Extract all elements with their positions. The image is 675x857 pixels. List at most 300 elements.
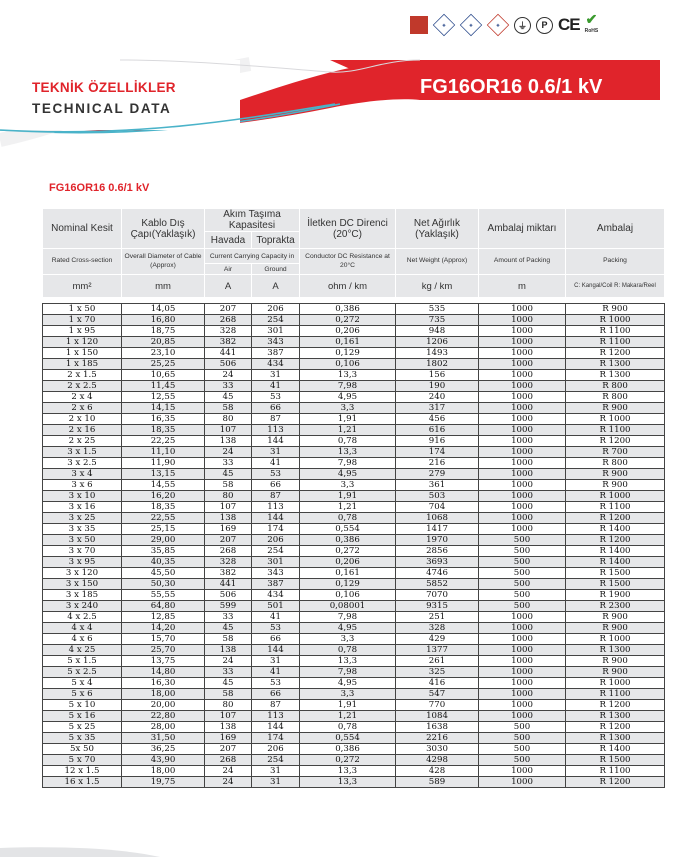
cell-diameter: 14,05 — [122, 304, 205, 315]
table-row — [43, 722, 665, 733]
col-subheader-air: Air — [205, 264, 252, 275]
cell-current-air: 382 — [205, 568, 252, 579]
cell-packing: R 1100 — [566, 337, 665, 348]
cell-packing: R 1500 — [566, 579, 665, 590]
cell-packing: R 1300 — [566, 711, 665, 722]
cell-weight: 547 — [396, 689, 479, 700]
table-row — [43, 436, 665, 447]
cell-diameter: 11,90 — [122, 458, 205, 469]
cell-amount: 1000 — [479, 634, 566, 645]
unit-nominal: mm² — [43, 275, 122, 298]
cell-nominal: 4 x 25 — [43, 645, 122, 656]
cell-current-ground: 174 — [252, 524, 300, 535]
col-header-diameter: Kablo Dış Çapı(Yaklaşık) — [122, 209, 205, 249]
col-header-amount: Ambalaj miktarı — [479, 209, 566, 249]
cell-nominal: 3 x 35 — [43, 524, 122, 535]
cell-weight: 156 — [396, 370, 479, 381]
cell-nominal: 4 x 4 — [43, 623, 122, 634]
col-subheader-current: Current Carrying Capacity in — [205, 249, 300, 264]
certification-diamond-icon: ◈ — [460, 14, 482, 36]
cell-amount: 1000 — [479, 678, 566, 689]
cell-current-air: 58 — [205, 480, 252, 491]
cell-current-air: 207 — [205, 304, 252, 315]
cell-current-air: 80 — [205, 700, 252, 711]
cell-resistance: 0,129 — [300, 348, 396, 359]
cell-amount: 1000 — [479, 348, 566, 359]
table-row — [43, 513, 665, 524]
col-header-resistance: İletken DC Direnci (20°C) — [300, 209, 396, 249]
cell-current-ground: 87 — [252, 491, 300, 502]
cell-resistance: 0,554 — [300, 733, 396, 744]
cell-nominal: 3 x 95 — [43, 557, 122, 568]
cell-current-ground: 41 — [252, 667, 300, 678]
cell-amount: 1000 — [479, 447, 566, 458]
section-title: FG16OR16 0.6/1 kV — [49, 182, 150, 194]
cell-resistance: 13,3 — [300, 656, 396, 667]
cell-current-ground: 31 — [252, 777, 300, 788]
cell-packing: R 1200 — [566, 436, 665, 447]
cell-amount: 500 — [479, 557, 566, 568]
cell-amount: 1000 — [479, 656, 566, 667]
cell-weight: 1068 — [396, 513, 479, 524]
unit-ground: A — [252, 275, 300, 298]
table-row — [43, 447, 665, 458]
cell-weight: 1802 — [396, 359, 479, 370]
cell-resistance: 0,106 — [300, 359, 396, 370]
cell-packing: R 1500 — [566, 755, 665, 766]
cell-packing: R 1000 — [566, 414, 665, 425]
col-header-nominal: Nominal Kesit — [43, 209, 122, 249]
cell-packing: R 900 — [566, 667, 665, 678]
cell-nominal: 1 x 150 — [43, 348, 122, 359]
cell-resistance: 7,98 — [300, 612, 396, 623]
cell-resistance: 1,21 — [300, 711, 396, 722]
cell-resistance: 0,161 — [300, 568, 396, 579]
cell-diameter: 31,50 — [122, 733, 205, 744]
cell-weight: 261 — [396, 656, 479, 667]
cell-diameter: 18,00 — [122, 766, 205, 777]
pct-mark-icon: P — [536, 17, 553, 34]
page-title-tr: TEKNİK ÖZELLİKLER — [32, 80, 176, 95]
cell-packing: R 1000 — [566, 634, 665, 645]
cell-amount: 1000 — [479, 425, 566, 436]
cell-diameter: 18,00 — [122, 689, 205, 700]
cell-packing: R 1100 — [566, 766, 665, 777]
cell-current-air: 268 — [205, 315, 252, 326]
unit-amount: m — [479, 275, 566, 298]
col-subheader-diameter: Overall Diameter of Cable (Approx) — [122, 249, 205, 275]
table-row — [43, 403, 665, 414]
cell-amount: 500 — [479, 535, 566, 546]
cell-weight: 1084 — [396, 711, 479, 722]
cell-packing: R 900 — [566, 304, 665, 315]
cell-diameter: 19,75 — [122, 777, 205, 788]
product-name: FG16OR16 0.6/1 kV — [420, 76, 603, 98]
cell-current-air: 80 — [205, 414, 252, 425]
cell-resistance: 0,386 — [300, 535, 396, 546]
cell-diameter: 45,50 — [122, 568, 205, 579]
cell-weight: 704 — [396, 502, 479, 513]
cell-nominal: 2 x 16 — [43, 425, 122, 436]
table-row — [43, 766, 665, 777]
cell-diameter: 25,25 — [122, 359, 205, 370]
cell-current-ground: 31 — [252, 447, 300, 458]
cell-diameter: 13,15 — [122, 469, 205, 480]
cell-weight: 2216 — [396, 733, 479, 744]
cell-resistance: 13,3 — [300, 370, 396, 381]
cell-current-air: 33 — [205, 667, 252, 678]
cell-weight: 216 — [396, 458, 479, 469]
cell-current-ground: 254 — [252, 755, 300, 766]
table-row — [43, 557, 665, 568]
cell-diameter: 22,55 — [122, 513, 205, 524]
col-subheader-amount: Amount of Packing — [479, 249, 566, 275]
cell-weight: 325 — [396, 667, 479, 678]
cell-diameter: 40,35 — [122, 557, 205, 568]
cell-weight: 5852 — [396, 579, 479, 590]
cell-packing: R 1200 — [566, 777, 665, 788]
cell-current-ground: 53 — [252, 392, 300, 403]
cell-weight: 1206 — [396, 337, 479, 348]
cell-current-air: 382 — [205, 337, 252, 348]
cell-resistance: 0,206 — [300, 326, 396, 337]
cell-nominal: 3 x 150 — [43, 579, 122, 590]
cell-diameter: 22,25 — [122, 436, 205, 447]
cell-current-ground: 301 — [252, 326, 300, 337]
cell-amount: 1000 — [479, 491, 566, 502]
cell-current-air: 24 — [205, 656, 252, 667]
cell-weight: 317 — [396, 403, 479, 414]
cell-nominal: 1 x 95 — [43, 326, 122, 337]
cell-nominal: 1 x 185 — [43, 359, 122, 370]
table-row — [43, 700, 665, 711]
cell-packing: R 1200 — [566, 535, 665, 546]
cell-packing: R 1400 — [566, 557, 665, 568]
cell-nominal: 3 x 2.5 — [43, 458, 122, 469]
cell-current-air: 33 — [205, 458, 252, 469]
table-row — [43, 524, 665, 535]
cell-weight: 428 — [396, 766, 479, 777]
cell-nominal: 2 x 25 — [43, 436, 122, 447]
cell-amount: 500 — [479, 744, 566, 755]
cell-current-air: 24 — [205, 777, 252, 788]
cell-diameter: 50,30 — [122, 579, 205, 590]
cell-resistance: 1,21 — [300, 425, 396, 436]
unit-packing: C: Kangal/Coil R: Makara/Reel — [566, 275, 665, 298]
cell-amount: 1000 — [479, 326, 566, 337]
cell-packing: R 1200 — [566, 722, 665, 733]
cell-nominal: 4 x 2.5 — [43, 612, 122, 623]
table-body — [43, 304, 665, 788]
cell-resistance: 0,161 — [300, 337, 396, 348]
cell-current-air: 138 — [205, 513, 252, 524]
cell-current-ground: 113 — [252, 502, 300, 513]
col-header-weight: Net Ağırlık (Yaklaşık) — [396, 209, 479, 249]
rohs-mark-icon: ✔ RoHS — [584, 11, 599, 34]
cell-diameter: 11,10 — [122, 447, 205, 458]
table-row — [43, 601, 665, 612]
cell-amount: 1000 — [479, 667, 566, 678]
cell-diameter: 11,45 — [122, 381, 205, 392]
cell-amount: 500 — [479, 755, 566, 766]
col-header-current: Akım Taşıma Kapasitesi — [205, 209, 300, 232]
cell-weight: 1377 — [396, 645, 479, 656]
cell-nominal: 3 x 50 — [43, 535, 122, 546]
cell-current-ground: 31 — [252, 656, 300, 667]
cell-nominal: 5 x 35 — [43, 733, 122, 744]
col-subheader-resistance: Conductor DC Resistance at 20°C — [300, 249, 396, 275]
cell-weight: 279 — [396, 469, 479, 480]
cell-nominal: 3 x 4 — [43, 469, 122, 480]
unit-weight: kg / km — [396, 275, 479, 298]
cell-diameter: 14,20 — [122, 623, 205, 634]
cell-weight: 1638 — [396, 722, 479, 733]
cell-diameter: 16,80 — [122, 315, 205, 326]
cell-amount: 1000 — [479, 381, 566, 392]
table-row — [43, 777, 665, 788]
cell-weight: 535 — [396, 304, 479, 315]
cell-current-air: 268 — [205, 546, 252, 557]
certification-diamond-icon: ◈ — [487, 14, 509, 36]
cell-current-air: 45 — [205, 678, 252, 689]
cell-nominal: 2 x 10 — [43, 414, 122, 425]
table-row — [43, 678, 665, 689]
approval-circle-icon: ⏚ — [514, 17, 531, 34]
cell-resistance: 3,3 — [300, 403, 396, 414]
table-row — [43, 634, 665, 645]
cell-amount: 1000 — [479, 304, 566, 315]
cell-current-ground: 87 — [252, 700, 300, 711]
cell-amount: 1000 — [479, 623, 566, 634]
cell-diameter: 16,35 — [122, 414, 205, 425]
cell-diameter: 12,55 — [122, 392, 205, 403]
table-row — [43, 458, 665, 469]
cell-current-ground: 31 — [252, 370, 300, 381]
cell-current-air: 441 — [205, 579, 252, 590]
cell-weight: 503 — [396, 491, 479, 502]
cell-current-ground: 66 — [252, 689, 300, 700]
cell-amount: 1000 — [479, 458, 566, 469]
cell-current-air: 138 — [205, 722, 252, 733]
cell-packing: R 1100 — [566, 689, 665, 700]
cell-nominal: 3 x 1.5 — [43, 447, 122, 458]
table-row — [43, 425, 665, 436]
cell-resistance: 0,78 — [300, 513, 396, 524]
cell-packing: R 1200 — [566, 513, 665, 524]
cell-diameter: 23,10 — [122, 348, 205, 359]
cell-current-ground: 66 — [252, 634, 300, 645]
table-row — [43, 711, 665, 722]
cell-diameter: 14,80 — [122, 667, 205, 678]
cell-amount: 1000 — [479, 612, 566, 623]
cell-packing: R 1200 — [566, 348, 665, 359]
cell-current-air: 58 — [205, 634, 252, 645]
cell-amount: 1000 — [479, 370, 566, 381]
cell-resistance: 0,386 — [300, 744, 396, 755]
cell-amount: 1000 — [479, 359, 566, 370]
cell-nominal: 2 x 6 — [43, 403, 122, 414]
cell-current-ground: 41 — [252, 381, 300, 392]
cell-diameter: 13,75 — [122, 656, 205, 667]
page-title-en: TECHNICAL DATA — [32, 101, 172, 116]
certification-logos — [410, 13, 598, 37]
cell-current-ground: 387 — [252, 579, 300, 590]
cell-amount: 1000 — [479, 337, 566, 348]
cell-resistance: 0,08001 — [300, 601, 396, 612]
cell-weight: 174 — [396, 447, 479, 458]
cell-current-ground: 501 — [252, 601, 300, 612]
cell-nominal: 5 x 1.5 — [43, 656, 122, 667]
cell-packing: R 900 — [566, 612, 665, 623]
cell-current-air: 107 — [205, 425, 252, 436]
cell-diameter: 18,35 — [122, 425, 205, 436]
cell-current-ground: 254 — [252, 315, 300, 326]
cell-packing: R 900 — [566, 480, 665, 491]
table-row — [43, 348, 665, 359]
cell-packing: R 800 — [566, 392, 665, 403]
cell-packing: R 1200 — [566, 700, 665, 711]
cell-current-ground: 206 — [252, 744, 300, 755]
cell-diameter: 18,35 — [122, 502, 205, 513]
cell-current-air: 33 — [205, 381, 252, 392]
cell-diameter: 22,80 — [122, 711, 205, 722]
cell-weight: 589 — [396, 777, 479, 788]
cell-nominal: 5 x 10 — [43, 700, 122, 711]
cell-packing: R 1400 — [566, 744, 665, 755]
table-row — [43, 733, 665, 744]
cell-packing: R 900 — [566, 656, 665, 667]
cell-current-ground: 206 — [252, 304, 300, 315]
cell-amount: 500 — [479, 722, 566, 733]
cell-resistance: 0,78 — [300, 436, 396, 447]
cell-packing: R 1100 — [566, 326, 665, 337]
table-row — [43, 326, 665, 337]
cell-diameter: 14,15 — [122, 403, 205, 414]
unit-diameter: mm — [122, 275, 205, 298]
cell-current-ground: 41 — [252, 458, 300, 469]
cell-current-air: 207 — [205, 744, 252, 755]
cell-current-ground: 343 — [252, 337, 300, 348]
cell-resistance: 4,95 — [300, 469, 396, 480]
col-subheader-ground: Ground — [252, 264, 300, 275]
cell-packing: R 1300 — [566, 733, 665, 744]
cell-weight: 416 — [396, 678, 479, 689]
cell-current-ground: 174 — [252, 733, 300, 744]
table-row — [43, 491, 665, 502]
cell-diameter: 25,70 — [122, 645, 205, 656]
cell-nominal: 3 x 240 — [43, 601, 122, 612]
table-row — [43, 546, 665, 557]
cell-nominal: 3 x 10 — [43, 491, 122, 502]
table-row — [43, 304, 665, 315]
cell-packing: R 1300 — [566, 359, 665, 370]
cell-current-ground: 434 — [252, 359, 300, 370]
cell-current-air: 506 — [205, 590, 252, 601]
cell-weight: 1417 — [396, 524, 479, 535]
cell-amount: 1000 — [479, 480, 566, 491]
table-row — [43, 590, 665, 601]
cell-diameter: 64,80 — [122, 601, 205, 612]
table-row — [43, 645, 665, 656]
cell-packing: R 700 — [566, 447, 665, 458]
cell-current-ground: 66 — [252, 480, 300, 491]
cell-nominal: 2 x 4 — [43, 392, 122, 403]
cell-diameter: 28,00 — [122, 722, 205, 733]
cell-current-ground: 144 — [252, 722, 300, 733]
cell-diameter: 16,20 — [122, 491, 205, 502]
col-header-packing: Ambalaj — [566, 209, 665, 249]
table-row — [43, 689, 665, 700]
table-row — [43, 623, 665, 634]
cell-diameter: 20,85 — [122, 337, 205, 348]
cell-nominal: 4 x 6 — [43, 634, 122, 645]
cell-nominal: 3 x 6 — [43, 480, 122, 491]
cell-nominal: 3 x 70 — [43, 546, 122, 557]
cell-weight: 251 — [396, 612, 479, 623]
cell-current-air: 441 — [205, 348, 252, 359]
cell-amount: 1000 — [479, 315, 566, 326]
cell-packing: R 1400 — [566, 524, 665, 535]
table-row — [43, 359, 665, 370]
cell-current-air: 506 — [205, 359, 252, 370]
table-row — [43, 480, 665, 491]
cell-diameter: 12,85 — [122, 612, 205, 623]
cell-resistance: 4,95 — [300, 623, 396, 634]
cell-nominal: 5 x 16 — [43, 711, 122, 722]
cell-current-ground: 387 — [252, 348, 300, 359]
cell-nominal: 12 x 1.5 — [43, 766, 122, 777]
cell-current-air: 107 — [205, 502, 252, 513]
cell-resistance: 7,98 — [300, 381, 396, 392]
cell-resistance: 1,91 — [300, 491, 396, 502]
table-row — [43, 502, 665, 513]
cell-current-air: 268 — [205, 755, 252, 766]
cell-resistance: 4,95 — [300, 678, 396, 689]
cell-amount: 1000 — [479, 414, 566, 425]
cell-resistance: 1,21 — [300, 502, 396, 513]
cell-weight: 2856 — [396, 546, 479, 557]
manufacturer-logo-icon — [410, 16, 428, 34]
cell-packing: R 1100 — [566, 502, 665, 513]
cell-current-air: 45 — [205, 469, 252, 480]
cell-current-ground: 113 — [252, 425, 300, 436]
cell-resistance: 3,3 — [300, 634, 396, 645]
cell-resistance: 0,129 — [300, 579, 396, 590]
col-header-ground-tr: Toprakta — [252, 232, 300, 249]
cell-nominal: 5x 50 — [43, 744, 122, 755]
cell-weight: 240 — [396, 392, 479, 403]
cell-nominal: 5 x 2.5 — [43, 667, 122, 678]
cell-diameter: 18,75 — [122, 326, 205, 337]
cell-amount: 1000 — [479, 513, 566, 524]
cell-packing: R 1100 — [566, 425, 665, 436]
table-row — [43, 667, 665, 678]
cell-current-ground: 41 — [252, 612, 300, 623]
cell-diameter: 35,85 — [122, 546, 205, 557]
col-subheader-weight: Net Weight (Approx) — [396, 249, 479, 275]
cell-resistance: 13,3 — [300, 766, 396, 777]
cell-packing: R 900 — [566, 469, 665, 480]
cell-amount: 1000 — [479, 392, 566, 403]
ce-mark-icon: CE — [558, 15, 580, 34]
cell-resistance: 1,91 — [300, 700, 396, 711]
cell-current-ground: 301 — [252, 557, 300, 568]
cell-nominal: 5 x 25 — [43, 722, 122, 733]
cell-nominal: 5 x 6 — [43, 689, 122, 700]
table-row — [43, 337, 665, 348]
cell-resistance: 0,554 — [300, 524, 396, 535]
cell-current-ground: 144 — [252, 436, 300, 447]
